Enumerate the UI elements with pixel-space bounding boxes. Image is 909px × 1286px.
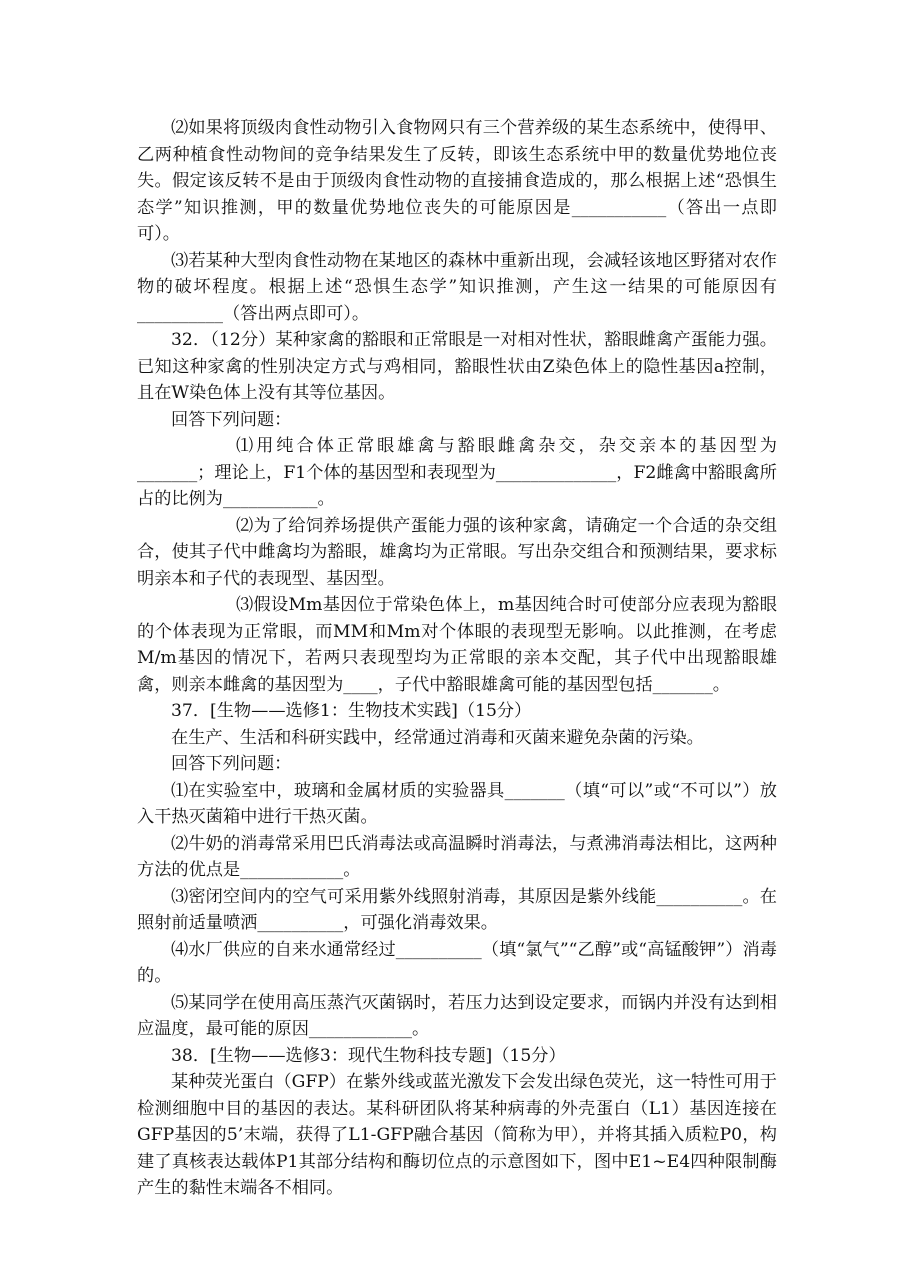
paragraph-q37-heading: 37．[生物——选修1：生物技术实践]（15分） <box>171 701 532 721</box>
paragraph-q37-3: ⑶密闭空间内的空气可采用紫外线照射消毒，其原因是紫外线能__________。在照射前适量喷洒__________，可强化消毒效果。 <box>137 886 777 933</box>
paragraph-q37-5: ⑸某同学在使用高压蒸汽灭菌锅时，若压力达到设定要求，而锅内并没有达到相应温度，最可能的原因____________。 <box>137 992 777 1039</box>
document-body <box>137 115 777 1202</box>
paragraph-q37-stem: 在生产、生活和科研实践中，经常通过消毒和灭菌来避免杂菌的污染。 <box>171 727 704 748</box>
paragraph-answer-prompt: 回答下列问题： <box>171 409 292 430</box>
paragraph-q32-stem: 32．（12分）某种家禽的豁眼和正常眼是一对相对性状，豁眼雌禽产蛋能力强。已知这种家禽的性别决定方式与鸡相同，豁眼性状由Z染色体上的隐性基因a控制，且在W染色体上没有其等位基因。 <box>137 330 777 403</box>
paragraph-q32-3: ⑶假设Mm基因位于常染色体上，m基因纯合时可使部分应表现为豁眼的个体表现为正常眼，而MM和Mm对个体眼的表现型无影响。以此推测，在考虑M/m基因的情况下，若两只表现型均为正常眼的亲本交配，其子代中出现豁眼雄禽，则亲本雌禽的基因型为____，子代中豁眼雄禽可能的基因型包括_______。 <box>137 595 777 695</box>
paragraph-q37-4: ⑷水厂供应的自来水通常经过__________（填“氯气”“乙醇”或“高锰酸钾”）消毒的。 <box>137 939 777 986</box>
paragraph-q31-3: ⑶若某种大型肉食性动物在某地区的森林中重新出现，会减轻该地区野猪对农作物的破坏程度。根据上述“恐惧生态学”知识推测，产生这一结果的可能原因有__________（答出两点即可）。 <box>137 250 777 324</box>
paragraph-q37-2: ⑵牛奶的消毒常采用巴氏消毒法或高温瞬时消毒法，与煮沸消毒法相比，这两种方法的优点是____________。 <box>137 833 777 880</box>
paragraph-q32-1: ⑴用纯合体正常眼雄禽与豁眼雌禽杂交，杂交亲本的基因型为_______；理论上，F1个体的基因型和表现型为______________，F2雌禽中豁眼禽所占的比例为___________。 <box>137 436 777 509</box>
paragraph-answer-prompt: 回答下列问题： <box>171 754 292 774</box>
paragraph-q38-stem: 某种荧光蛋白（GFP）在紫外线或蓝光激发下会发出绿色荧光，这一特性可用于检测细胞中目的基因的表达。某科研团队将某种病毒的外壳蛋白（L1）基因连接在GFP基因的5’末端，获得了L1-GFP融合基因（简称为甲），并将其插入质粒P0，构建了真核表达载体P1其部分结构和酶切位点的示意图如下，图中E1~E4四种限制酶产生的黏性末端各不相同。 <box>137 1072 777 1198</box>
paragraph-q37-1: ⑴在实验室中，玻璃和金属材质的实验器具_______（填“可以”或“不可以”）放入干热灭菌箱中进行干热灭菌。 <box>137 780 777 827</box>
paragraph-q31-2: ⑵如果将顶级肉食性动物引入食物网只有三个营养级的某生态系统中，使得甲、乙两种植食性动物间的竞争结果发生了反转，即该生态系统中甲的数量优势地位丧失。假定该反转不是由于顶级肉食性动物的直接捕食造成的，那么根据上述“恐惧生态学”知识推测，甲的数量优势地位丧失的可能原因是___________（答出一点即可）。 <box>137 118 777 244</box>
paragraph-q38-heading: 38．[生物——选修3：现代生物科技专题]（15分） <box>171 1045 566 1066</box>
paragraph-q32-2: ⑵为了给饲养场提供产蛋能力强的该种家禽，请确定一个合适的杂交组合，使其子代中雌禽均为豁眼，雄禽均为正常眼。写出杂交组合和预测结果，要求标明亲本和子代的表现型、基因型。 <box>137 515 777 589</box>
